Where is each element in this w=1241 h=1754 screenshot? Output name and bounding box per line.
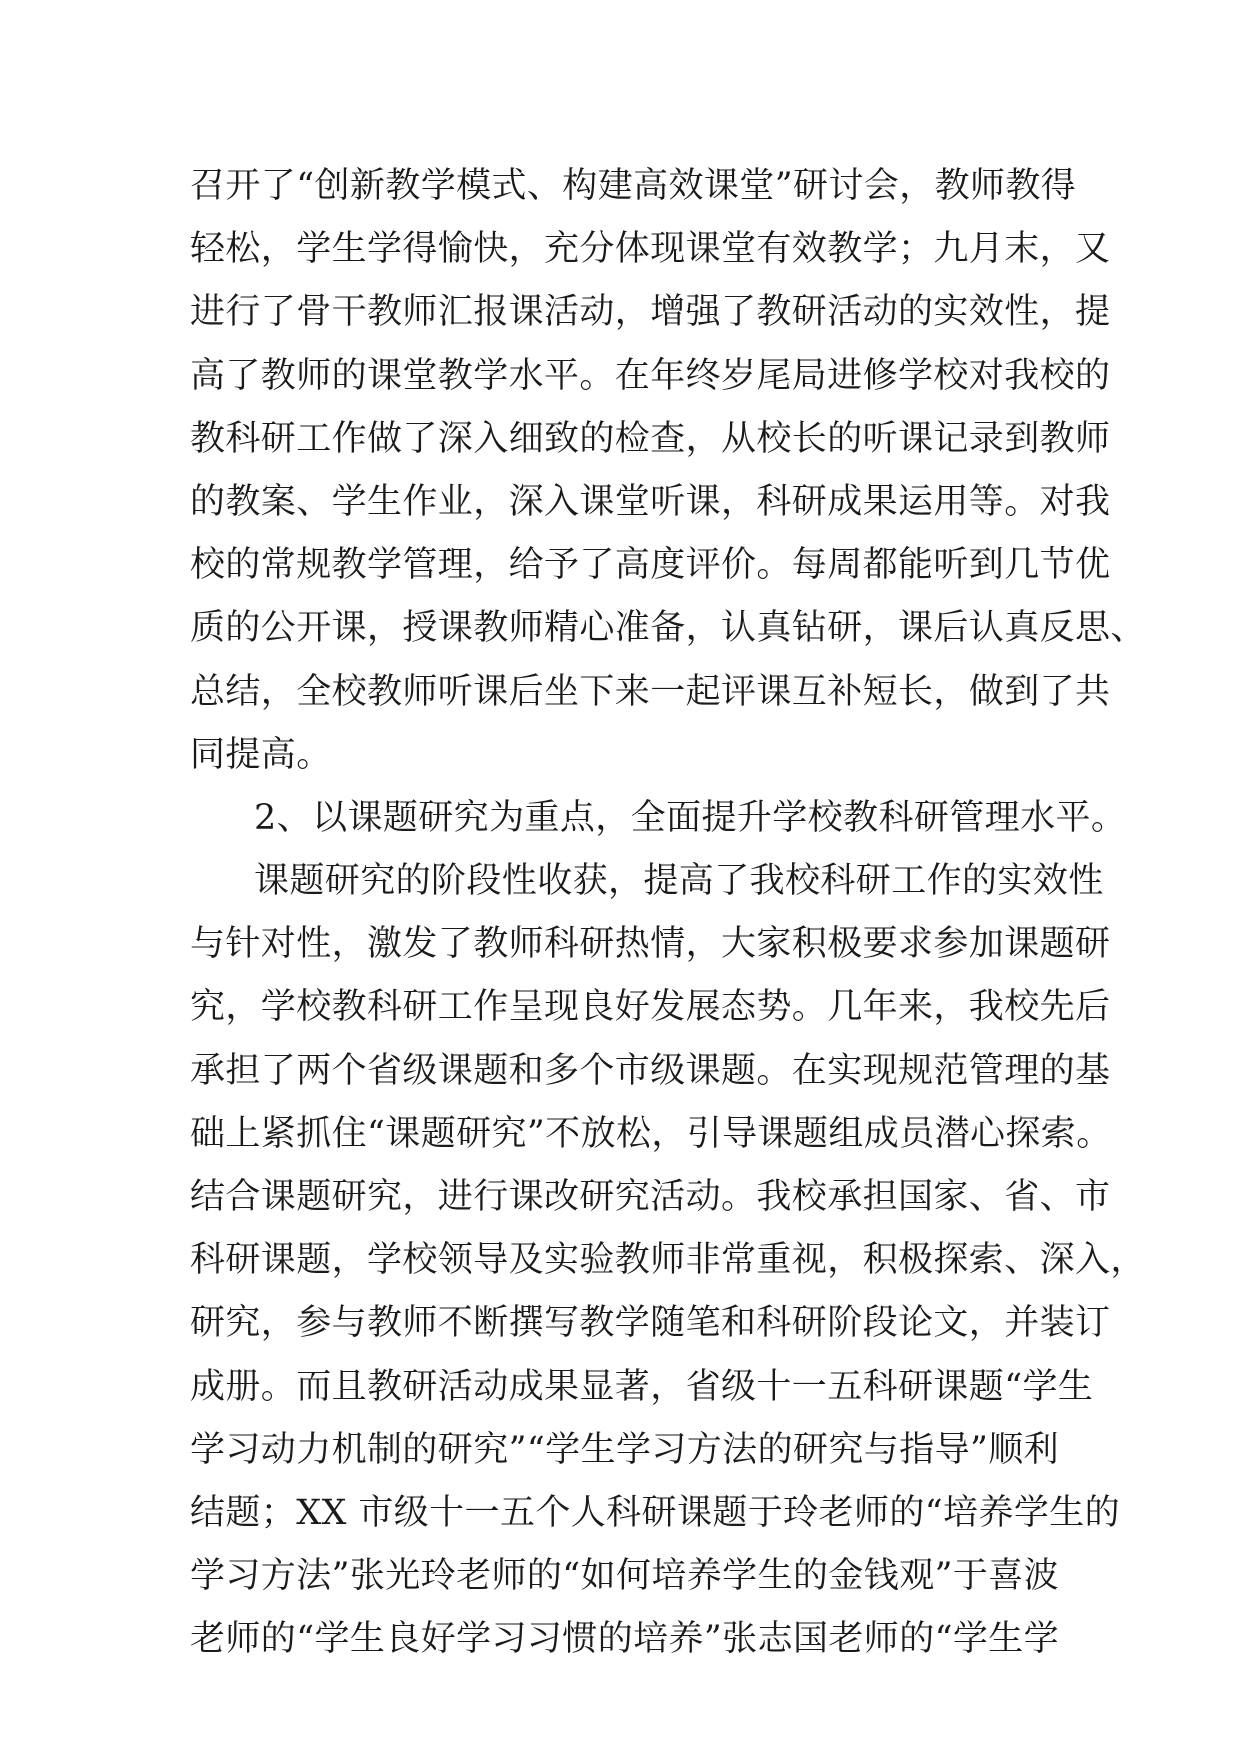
text-line: 高了教师的课堂教学水平。在年终岁尾局进修学校对我校的	[190, 355, 1111, 396]
text-line: 研究，参与教师不断撰写教学随笔和科研阶段论文，并装订	[190, 1303, 1111, 1344]
text-line: 同提高。	[190, 734, 332, 775]
text-line: 课题研究的阶段性收获，提高了我校科研工作的实效性	[254, 861, 1104, 902]
text-line: 召开了“创新教学模式、构建高效课堂”研讨会，教师教得	[190, 166, 1077, 206]
text-line: 老师的“学生良好学习习惯的培养”张志国老师的“学生学	[190, 1619, 1060, 1660]
text-line: 学习动力机制的研究”“学生学习方法的研究与指导”顺利	[190, 1429, 1060, 1470]
text-line: 质的公开课，授课教师精心准备，认真钻研，课后认真反思、	[190, 608, 1146, 649]
text-line: 结合课题研究，进行课改研究活动。我校承担国家、省、市	[190, 1177, 1111, 1217]
text-line: 础上紧抓住“课题研究”不放松，引导课题组成员潜心探索。	[190, 1113, 1112, 1154]
text-line: 成册。而且教研活动成果显著，省级十一五科研课题“学生	[190, 1366, 1094, 1407]
text-line: 结题；XX 市级十一五个人科研课题于玲老师的“培养学生的	[190, 1492, 1121, 1533]
text-line: 轻松，学生学得愉快，充分体现课堂有效教学；九月末，又	[190, 229, 1111, 270]
text-line: 究，学校教科研工作呈现良好发展态势。几年来，我校先后	[190, 987, 1111, 1028]
text-line: 科研课题，学校领导及实验教师非常重视，积极探索、深入，	[190, 1240, 1146, 1281]
text-line: 与针对性，激发了教师科研热情，大家积极要求参加课题研	[190, 924, 1111, 965]
text-line: 校的常规教学管理，给予了高度评价。每周都能听到几节优	[190, 545, 1111, 586]
document-body	[190, 155, 1146, 1672]
text-line: 进行了骨干教师汇报课活动，增强了教研活动的实效性，提	[190, 292, 1111, 333]
text-line: 学习方法”张光玲老师的“如何培养学生的金钱观”于喜波	[190, 1556, 1060, 1597]
text-line: 总结，全校教师听课后坐下来一起评课互补短长，做到了共	[190, 671, 1111, 712]
text-line: 承担了两个省级课题和多个市级课题。在实现规范管理的基	[190, 1050, 1111, 1091]
text-line: 的教案、学生作业，深入课堂听课，科研成果运用等。对我	[190, 481, 1111, 522]
section-heading: 2、以课题研究为重点，全面提升学校教科研管理水平。	[254, 797, 1127, 838]
text-line: 教科研工作做了深入细致的检查，从校长的听课记录到教师	[190, 418, 1111, 459]
